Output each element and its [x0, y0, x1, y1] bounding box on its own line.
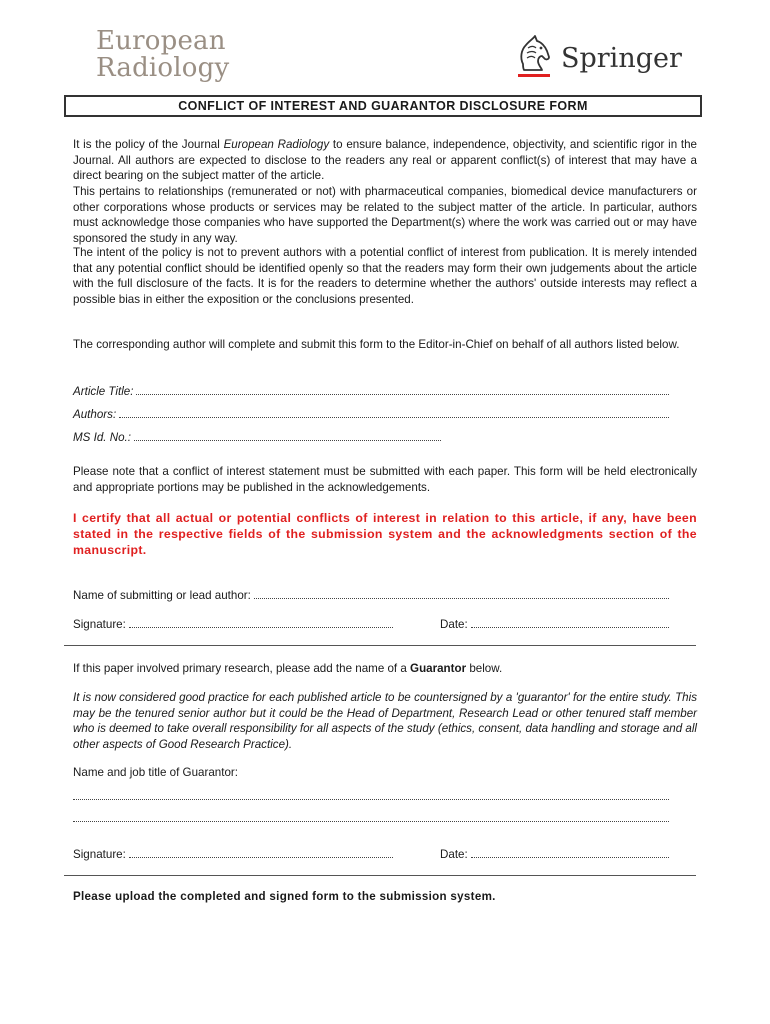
publisher-logo [514, 34, 694, 80]
guarantor-name-input-line-1[interactable] [73, 799, 669, 800]
guarantor-name-label: Name and job title of Guarantor: [73, 766, 238, 779]
ms-id-input-line[interactable] [134, 440, 441, 441]
chess-knight-icon [514, 34, 554, 80]
journal-logo [96, 28, 229, 82]
author-date-label: Date: [440, 618, 468, 631]
lead-author-name-field[interactable] [73, 586, 669, 602]
author-date-input-line[interactable] [471, 627, 669, 628]
intro-paragraph-3: The intent of the policy is not to prevent authors with a potential conflict of interest from publication. It is merely intended that any potential conflict should be identified openly so that the readers may form their own judgements about the article with the full disclosure of the facts. It is for the readers to determine whether the authors' outside interests may reflect a possible bias in either the exposition or the conclusions presented. [73, 246, 697, 306]
guarantor-name-input-line-2[interactable] [73, 821, 669, 822]
publisher-name: Springer [561, 43, 682, 74]
guarantor-signature-label: Signature: [73, 848, 126, 861]
intro-paragraph-2: This pertains to relationships (remunerated or not) with pharmaceutical companies, biomedical device manufacturers or other corporations whose products or services may be related to the subject matter of the article. In particular, authors must acknowledge those companies who have supported the Department(s) where the work was carried out or may have sponsored the study in any way. [73, 185, 697, 245]
intro-paragraph-1 [73, 137, 697, 184]
section-divider-2 [64, 875, 696, 876]
lead-author-name-label: Name of submitting or lead author: [73, 589, 251, 602]
guarantor-explanation: It is now considered good practice for each published article to be countersigned by a 'guarantor' for the entire study. This may be the tenured senior author but it could be the Head of Department, Research Lead or other tenured staff member who is deemed to take overall responsibility for all aspects of the study (ethics, consent, data handling and storage and all other aspects of Good Research Practice). [73, 691, 697, 751]
ms-id-label: MS Id. No.: [73, 431, 131, 444]
guarantor-signature-field[interactable] [73, 845, 393, 861]
journal-logo-line1: European [96, 26, 226, 56]
section-divider-1 [64, 645, 696, 646]
upload-instruction: Please upload the completed and signed form to the submission system. [73, 890, 496, 903]
author-signature-field[interactable] [73, 615, 393, 631]
intro-p1-before: It is the policy of the Journal [73, 138, 224, 151]
guarantor-intro-after: below. [466, 662, 503, 675]
article-title-label: Article Title: [73, 385, 134, 398]
guarantor-date-input-line[interactable] [471, 857, 669, 858]
guarantor-bold: Guarantor [410, 662, 467, 675]
article-title-input-line[interactable] [136, 394, 669, 395]
certify-statement: I certify that all actual or potential conflicts of interest in relation to this article, if any, have been stated in the respective fields of the submission system and the acknowledgments section of the manuscript. [73, 511, 697, 557]
guarantor-intro [73, 661, 697, 677]
journal-name-inline: European Radiology [223, 138, 330, 151]
guarantor-date-label: Date: [440, 848, 468, 861]
journal-logo-line2: Radiology [96, 53, 230, 83]
lead-author-name-input-line[interactable] [254, 598, 669, 599]
author-date-field[interactable] [440, 615, 669, 631]
ms-id-field[interactable] [73, 428, 441, 444]
article-title-field[interactable] [73, 382, 669, 398]
intro-p1-after: to ensure balance, independence, objectivity, and scientific rigor in the Journal. All authors are expected to disclose to the readers any real or apparent conflict(s) of interest that may have a direct bearing on the subject matter of the article. [73, 138, 697, 182]
submission-note: Please note that a conflict of interest statement must be submitted with each paper. This form will be held electronically and appropriate portions may be published in the acknowledgements. [73, 465, 697, 494]
authors-field[interactable] [73, 405, 669, 421]
form-title: CONFLICT OF INTEREST AND GUARANTOR DISCLOSURE FORM [64, 95, 702, 117]
intro-paragraph-4: The corresponding author will complete and submit this form to the Editor-in-Chief on behalf of all authors listed below. [73, 338, 680, 351]
authors-input-line[interactable] [119, 417, 669, 418]
author-signature-input-line[interactable] [129, 627, 393, 628]
guarantor-date-field[interactable] [440, 845, 669, 861]
authors-label: Authors: [73, 408, 117, 421]
guarantor-intro-before: If this paper involved primary research, please add the name of a [73, 662, 411, 675]
author-signature-label: Signature: [73, 618, 126, 631]
guarantor-signature-input-line[interactable] [129, 857, 393, 858]
